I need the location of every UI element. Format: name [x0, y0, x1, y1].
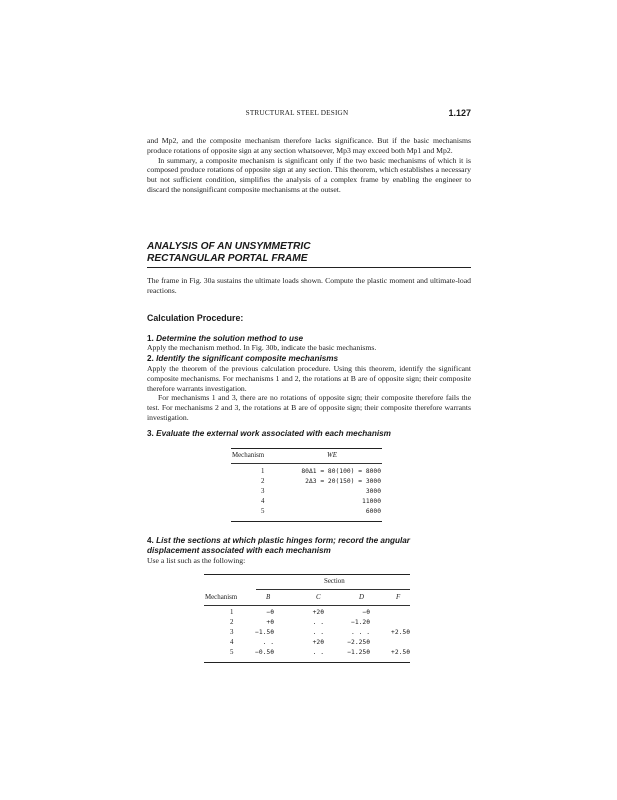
table-row: 5 6000 — [261, 508, 381, 515]
external-work-table — [231, 448, 382, 522]
table-row: 2 +θ . . −1.2θ — [230, 619, 370, 626]
section-title-line-2: RECTANGULAR PORTAL FRAME — [147, 252, 308, 264]
table-row: 1 80Δ1 = 80(100) = 8000 — [261, 468, 381, 475]
plastic-hinge-table — [204, 574, 410, 663]
section-title-line-1: ANALYSIS OF AN UNSYMMETRIC — [147, 241, 311, 252]
section-title — [147, 241, 471, 264]
running-header — [147, 108, 471, 122]
step-3-heading: 3. Evaluate the external work associated with each mechanism — [147, 429, 391, 438]
table-header-row: Mechanism B C D F — [205, 594, 401, 601]
problem-text: The frame in Fig. 30a sustains the ultimate loads shown. Compute the plastic moment and ultimate-load reactions. — [147, 276, 471, 295]
table-row: 3 3000 — [261, 488, 381, 495]
calc-procedure-heading: Calculation Procedure: — [147, 313, 244, 323]
step-2-heading: 2. Identify the significant composite mechanisms — [147, 354, 339, 363]
table-row: 1 −θ +2θ −θ — [230, 609, 370, 616]
running-title: STRUCTURAL STEEL DESIGN — [245, 109, 349, 117]
problem-statement — [147, 276, 471, 296]
table-row: 4 . . +2θ −2.25θ — [230, 639, 370, 646]
step-2-body: Apply the theorem of the previous calculation procedure. Using this theorem, identify the significant composite mechanisms. For mechanisms 1 and 2, the rotations at B are of opposite sign; their composite therefore warrants investigation. For mechanisms 1 and 3, there are no rotations of opposite sign; their composite therefore fails the test. For mechanisms 2 and 3, the rotations at B are of opposite sign; their composite therefore warrants investigation. — [147, 364, 471, 422]
table-row: 5 −0.5θ . . −1.25θ +2.5θ — [230, 649, 410, 656]
step-4-body: Use a list such as the following: — [147, 556, 246, 565]
step-4-heading: 4. List the sections at which plastic hinges form; record the angular displacement associated with each mechanism — [147, 536, 410, 555]
intro-paragraph-1: and Mp2, and the composite mechanism therefore lacks significance. But if the basic mechanisms produce rotations of opposite sign at any section whatsoever, Mp3 may exceed both Mp1 and Mp2. — [147, 136, 471, 155]
table-row: 2 2Δ3 = 20(150) = 3000 — [261, 478, 381, 485]
step-1-body: Apply the mechanism method. In Fig. 30b, indicate the basic mechanisms. — [147, 343, 377, 352]
table-row: 4 11000 — [261, 498, 381, 505]
page-number: 1.127 — [448, 108, 471, 118]
step-1-heading: 1. Determine the solution method to use — [147, 334, 304, 343]
intro-text — [147, 136, 471, 195]
table-header-row: Mechanism WE — [232, 452, 337, 459]
table-header-rule — [204, 605, 410, 606]
table-group-header: Section — [324, 578, 345, 585]
intro-paragraph-2: In summary, a composite mechanism is significant only if the two basic mechanisms of which it is composed produce rotations of opposite sign at any section. This theorem, which establishes a necessary but not sufficient condition, simplifies the analysis of a complex frame by enabling the engineer to discard the nonsignificant composite mechanisms at the outset. — [147, 155, 471, 194]
section-rule — [147, 267, 471, 268]
group-header-rule — [256, 589, 410, 590]
table-row: 3 −1.5θ . . . . . +2.5θ — [230, 629, 410, 636]
table-header-rule — [231, 463, 382, 464]
